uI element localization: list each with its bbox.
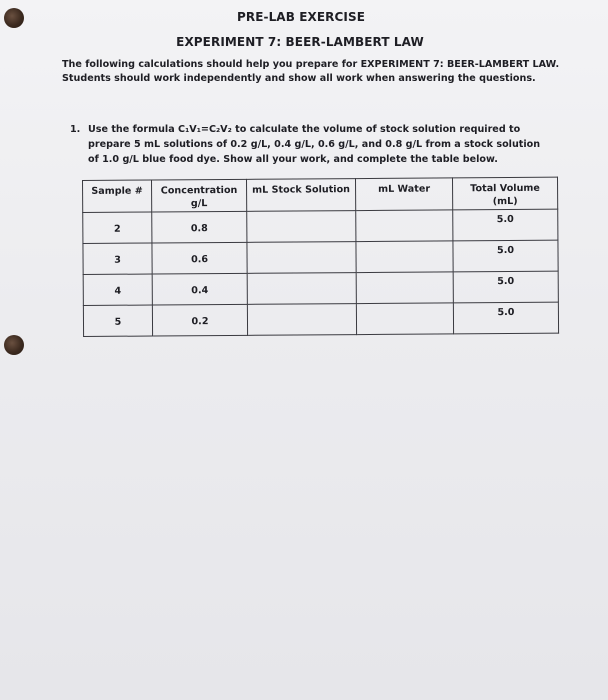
question-text: Use the formula C₁V₁=C₂V₂ to calculate the volume of stock solution required to prepare 5 mL solutions of 0.2 g/L, 0.4 g/L, 0.6 g/L, and 0.8 g/L from a stock solution of 1.0 g/L blue food dye. Show all your work, and complete the table below.	[88, 124, 541, 165]
binder-hole	[4, 335, 24, 355]
cell-sample: 5	[83, 305, 152, 336]
table-row	[83, 209, 558, 243]
header-sample: Sample #	[83, 180, 152, 212]
cell-sample: 3	[83, 243, 152, 274]
cell-water[interactable]	[356, 241, 453, 273]
cell-stock-solution[interactable]	[247, 273, 356, 305]
cell-total-volume: 5.0	[453, 209, 558, 241]
cell-total-volume: 5.0	[453, 271, 558, 303]
cell-stock-solution[interactable]	[247, 304, 356, 336]
header-water: mL Water	[355, 178, 452, 211]
cell-water[interactable]	[356, 272, 453, 304]
intro-text-2: Students should work independently and show all work when answering the questions.	[62, 73, 536, 84]
header-stock-solution: mL Stock Solution	[246, 179, 355, 212]
table-row	[83, 240, 558, 274]
cell-total-volume: 5.0	[453, 302, 558, 334]
intro-text: The following calculations should help you prepare for	[62, 59, 361, 70]
cell-concentration: 0.8	[152, 211, 247, 243]
table-row	[83, 302, 558, 336]
cell-water[interactable]	[356, 210, 453, 242]
cell-sample: 2	[83, 212, 152, 243]
header-total-volume: Total Volume (mL)	[452, 177, 557, 210]
table-header-row	[83, 177, 558, 212]
cell-sample: 4	[83, 274, 152, 305]
table-row	[83, 271, 558, 305]
cell-concentration: 0.2	[152, 304, 247, 336]
intro-bold-text: EXPERIMENT 7: BEER-LAMBERT LAW.	[360, 59, 560, 70]
cell-water[interactable]	[356, 303, 453, 335]
experiment-title: EXPERIMENT 7: BEER-LAMBERT LAW	[176, 35, 424, 49]
question-number: 1.	[70, 124, 81, 135]
page-title: PRE-LAB EXERCISE	[236, 10, 366, 24]
header-concentration: Concentration g/L	[152, 179, 247, 212]
cell-total-volume: 5.0	[453, 240, 558, 272]
cell-stock-solution[interactable]	[247, 242, 356, 274]
cell-concentration: 0.4	[152, 273, 247, 305]
dilution-table	[82, 177, 559, 337]
intro-paragraph	[62, 58, 562, 86]
cell-stock-solution[interactable]	[247, 211, 356, 243]
cell-concentration: 0.6	[152, 242, 247, 274]
